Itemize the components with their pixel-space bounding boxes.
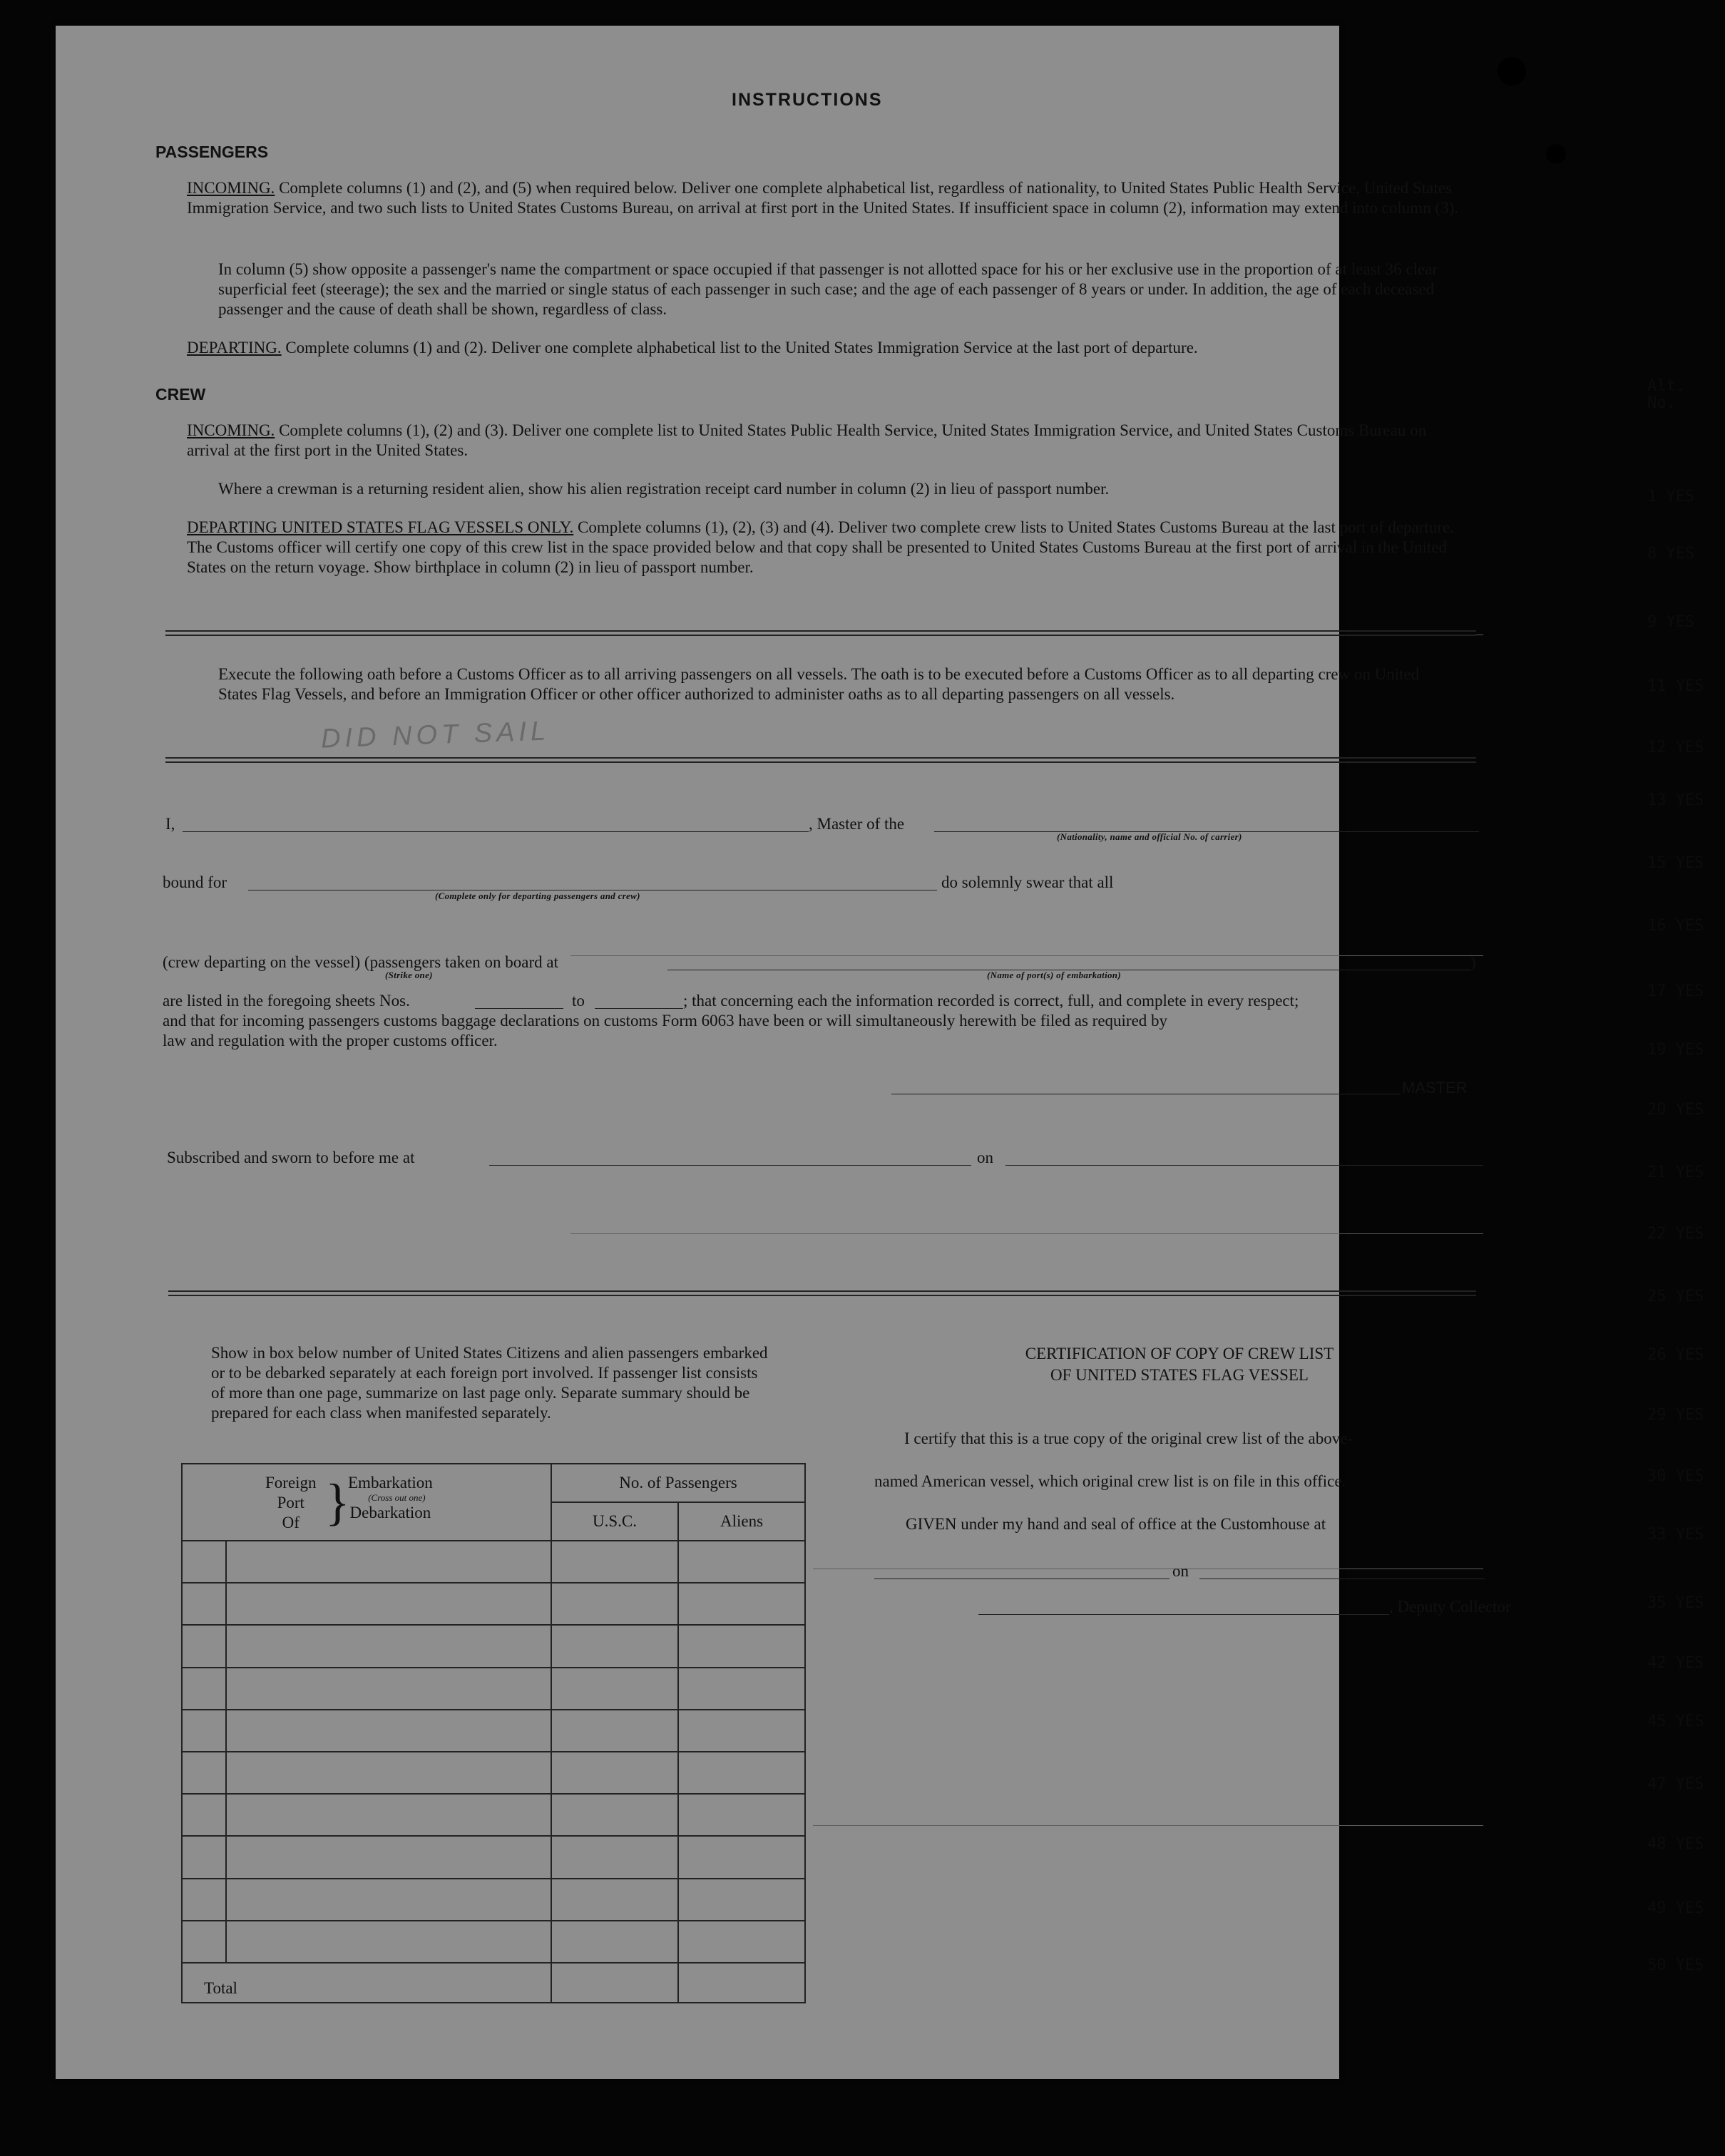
usc-header: U.S.C. [551,1502,678,1541]
embark-debark [348,1473,433,1523]
sworn-place-line[interactable] [489,1165,971,1166]
summary-cell[interactable] [182,1625,226,1667]
bleed-stub: 49 YES [1647,1899,1704,1917]
port-header [182,1464,551,1541]
oath-to: to [572,992,585,1010]
crew-title: CREW [155,385,206,404]
bleed-stub: 15 YES [1647,854,1704,872]
total-label: Total [182,1963,551,2003]
summary-cell[interactable] [226,1541,551,1583]
bleed-stub: 48 YES [1647,1835,1704,1853]
carrier-caption: (Nationality, name and official No. of carrier) [1057,831,1242,842]
punch-hole [1498,57,1526,86]
oath-sheets-line2: and that for incoming passengers customs baggage declarations on customs Form 6063 have been or will simultaneously herewith be filed as required by [163,1012,1168,1030]
summary-cell[interactable] [678,1710,805,1752]
bleed-stub: 16 YES [1647,917,1704,935]
summary-cell[interactable] [182,1879,226,1921]
passenger-summary-table [181,1463,806,2003]
summary-row [182,1710,805,1752]
bleed-stub: 29 YES [1647,1406,1704,1424]
summary-cell[interactable] [551,1710,678,1752]
bleed-stub: 25 YES [1647,1288,1704,1305]
bleed-stub: 1 YES [1647,488,1695,505]
passengers-incoming-text: Complete columns (1) and (2), and (5) when required below. Deliver one complete alphabetical list, regardless of nationality, to United States Public Health Service, United States Immigration Service, and two such lists to United States Customs Bureau, on arrival at first port in the United States. If insufficient space in column (2), information may extend into column (3). [187,179,1458,217]
handwritten-did-not-sail: DID NOT SAIL [320,716,551,754]
summary-cell[interactable] [182,1836,226,1878]
passengers-count-header: No. of Passengers [551,1464,805,1502]
bleed-column-header [1647,378,1711,412]
crew-departing-label: DEPARTING UNITED STATES FLAG VESSELS ONLY. [187,518,574,536]
summary-cell[interactable] [551,1583,678,1625]
summary-cell[interactable] [551,1541,678,1583]
oath-sheets-line3: law and regulation with the proper customs officer. [163,1032,498,1049]
summary-cell[interactable] [678,1541,805,1583]
bleed-stub: 8 YES [1647,545,1695,563]
subscribed-on: on [977,1149,993,1166]
summary-row [182,1668,805,1710]
crew-departing-text: Complete columns (1), (2), (3) and (4). Deliver two complete crew lists to United States Customs Bureau at the last port of departure. The Customs officer will certify one copy of this crew list in the space provided below and that copy shall be presented to United States Customs Bureau at the first port of arrival in the United States on the return voyage. Show birthplace in column (2) in lieu of passport number. [187,518,1454,576]
summary-cell[interactable] [678,1752,805,1794]
oath-crew-passengers: (crew departing on the vessel) (passengers taken on board at [163,953,558,971]
summary-row [182,1921,805,1963]
ports-caption: (Name of port(s) of embarkation) [987,970,1121,980]
bleed-stub: 21 YES [1647,1164,1704,1181]
certification-title-line2: OF UNITED STATES FLAG VESSEL [1050,1366,1309,1384]
certification-given: GIVEN under my hand and seal of office at the Customhouse at [906,1515,1326,1533]
deputy-collector-label: , Deputy Collector [1389,1598,1511,1616]
summary-cell[interactable] [226,1625,551,1667]
bleed-stub: 17 YES [1647,982,1704,1000]
bleed-stub: 13 YES [1647,791,1704,809]
bleed-stub: 11 YES [1647,677,1704,695]
bleed-stub: 35 YES [1647,1594,1704,1612]
sheet-from-line[interactable] [475,1008,563,1009]
summary-cell[interactable] [226,1710,551,1752]
page-title: INSTRUCTIONS [732,90,883,110]
certification-text-line1: I certify that this is a true copy of the original crew list of the above- [904,1429,1353,1447]
summary-cell[interactable] [182,1710,226,1752]
summary-row [182,1625,805,1667]
bleed-stub: 47 YES [1647,1775,1704,1793]
col-embarkation: Embarkation [348,1474,433,1492]
crew-departing-paragraph [187,518,1478,578]
summary-cell[interactable] [182,1583,226,1625]
oath-i-label: I, [165,815,175,833]
bleed-stub: 12 YES [1647,739,1704,756]
passengers-incoming-label: INCOMING. [187,179,275,197]
close-paren: ) [1470,953,1476,971]
bleed-stub: 19 YES [1647,1041,1704,1059]
sheet-to-line[interactable] [595,1008,683,1009]
summary-cell[interactable] [226,1583,551,1625]
bleed-stub: 50 YES [1647,1956,1704,1974]
summary-cell[interactable] [182,1668,226,1710]
bleed-stub: 42 YES [1647,1654,1704,1672]
summary-cell[interactable] [678,1583,805,1625]
certification-divider [168,1290,1476,1296]
passengers-title: PASSENGERS [155,143,269,161]
summary-cell[interactable] [678,1668,805,1710]
master-label: MASTER [1402,1079,1468,1097]
summary-instructions: Show in box below number of United States Citizens and alien passengers embarked or to be debarked separately at each foreign port involved. If passenger list consists of more than one page, summarize on last page only. Separate summary should be prepared for each class when manifested separately. [211,1344,768,1422]
passengers-departing-label: DEPARTING. [187,339,282,356]
foreign-port-of [265,1473,317,1533]
bleed-header-text: Alt. [1647,377,1685,395]
col-port: Port [277,1494,304,1511]
oath-sheets-suffix: ; that concerning each the information recorded is correct, full, and complete in every respect; [683,992,1299,1010]
summary-cell[interactable] [551,1625,678,1667]
summary-cell[interactable] [182,1794,226,1836]
summary-cell[interactable] [551,1668,678,1710]
summary-cell[interactable] [226,1836,551,1878]
oath-master-of: , Master of the [809,815,905,833]
master-name-line[interactable] [183,831,809,832]
summary-cell[interactable] [678,1794,805,1836]
bleed-header-text: No. [1647,394,1676,412]
certification-on: on [1172,1562,1189,1580]
summary-row [182,1879,805,1921]
bleed-line [570,955,1483,956]
crew-alien-paragraph: Where a crewman is a returning resident alien, show his alien registration receipt card number in column (2) in lieu of passport number. [218,480,1110,498]
col-foreign: Foreign [265,1474,317,1492]
subscribed-label: Subscribed and sworn to before me at [167,1149,415,1166]
oath-intro: Execute the following oath before a Customs Officer as to all arriving passengers on all vessels. The oath is to be executed before a Customs Officer as to all departing crew on United States Flag Vessels, and before an Immigration Officer or other officer authorized to administer oaths as to all departing passengers on all vessels. [218,665,1420,703]
summary-cell[interactable] [226,1794,551,1836]
passengers-col5-paragraph: In column (5) show opposite a passenger's name the compartment or space occupied if that passenger is not allotted space for his or her exclusive use in the proportion of at least 36 clear superficial feet (steerage); the sex and the married or single status of each passenger in such case; and the age of each passenger of 8 years or under. In addition, the age of each deceased passenger and the cause of death shall be shown, regardless of class. [218,260,1438,318]
col-of: Of [282,1514,300,1531]
summary-cell[interactable] [678,1836,805,1878]
bleed-line [570,1233,1483,1234]
summary-cell[interactable] [551,1879,678,1921]
certification-title-line1: CERTIFICATION OF COPY OF CREW LIST [1025,1345,1334,1362]
bleed-stub: 30 YES [1647,1467,1704,1485]
section-divider [165,630,1476,636]
bleed-stub: 33 YES [1647,1526,1704,1544]
bleed-stub: 9 YES [1647,613,1695,631]
certification-text-line2: named American vessel, which original crew list is on file in this office. [874,1472,1346,1490]
summary-cell[interactable] [182,1921,226,1963]
brace-icon: } [325,1474,350,1531]
crew-incoming-paragraph [187,421,1470,461]
summary-row [182,1794,805,1836]
sworn-date-line[interactable] [1005,1165,1483,1166]
summary-cell[interactable] [551,1921,678,1963]
departing-caption: (Complete only for departing passengers and crew) [435,890,640,901]
certification-date-line[interactable] [1199,1578,1485,1579]
passengers-incoming-paragraph [187,178,1470,218]
bleed-stub: 22 YES [1647,1225,1704,1243]
col-debarkation: Debarkation [349,1504,431,1521]
summary-row [182,1836,805,1878]
summary-cell[interactable] [678,1879,805,1921]
passengers-departing-paragraph [187,338,1470,358]
summary-row [182,1752,805,1794]
oath-sheets-prefix: are listed in the foregoing sheets Nos. [163,992,410,1010]
deputy-signature-line[interactable] [978,1614,1389,1615]
summary-cell[interactable] [182,1752,226,1794]
summary-cell[interactable] [182,1541,226,1583]
certification-title [973,1343,1386,1386]
bleed-stub: 26 YES [1647,1346,1704,1364]
summary-cell[interactable] [226,1879,551,1921]
bleed-stub: 45 YES [1647,1713,1704,1730]
summary-cell[interactable] [226,1752,551,1794]
summary-row [182,1541,805,1583]
summary-row [182,1583,805,1625]
total-usc-cell[interactable] [551,1963,678,2003]
oath-divider [165,757,1476,763]
col-crossout: (Cross out one) [368,1492,426,1503]
passengers-departing-text: Complete columns (1) and (2). Deliver one complete alphabetical list to the United States Immigration Service at the last port of departure. [285,339,1198,356]
summary-total-row [182,1963,805,2003]
customhouse-line[interactable] [874,1578,1169,1579]
summary-cell[interactable] [226,1921,551,1963]
strike-caption: (Strike one) [385,970,433,980]
summary-cell[interactable] [551,1836,678,1878]
bleed-stub: 20 YES [1647,1101,1704,1119]
summary-cell[interactable] [551,1794,678,1836]
summary-cell[interactable] [678,1921,805,1963]
crew-incoming-label: INCOMING. [187,421,275,439]
total-aliens-cell[interactable] [678,1963,805,2003]
summary-cell[interactable] [551,1752,678,1794]
oath-bound-for: bound for [163,873,227,891]
summary-cell[interactable] [226,1668,551,1710]
oath-swear: do solemnly swear that all [941,873,1114,891]
crew-incoming-text: Complete columns (1), (2) and (3). Deliver one complete list to United States Public Health Service, United States Immigration Service, and United States Customs Bureau on arrival at the first port in the United States. [187,421,1427,459]
punch-hole [1546,144,1566,164]
bleed-line [813,1825,1483,1826]
aliens-header: Aliens [678,1502,805,1541]
summary-header-row [182,1464,805,1502]
summary-cell[interactable] [678,1625,805,1667]
